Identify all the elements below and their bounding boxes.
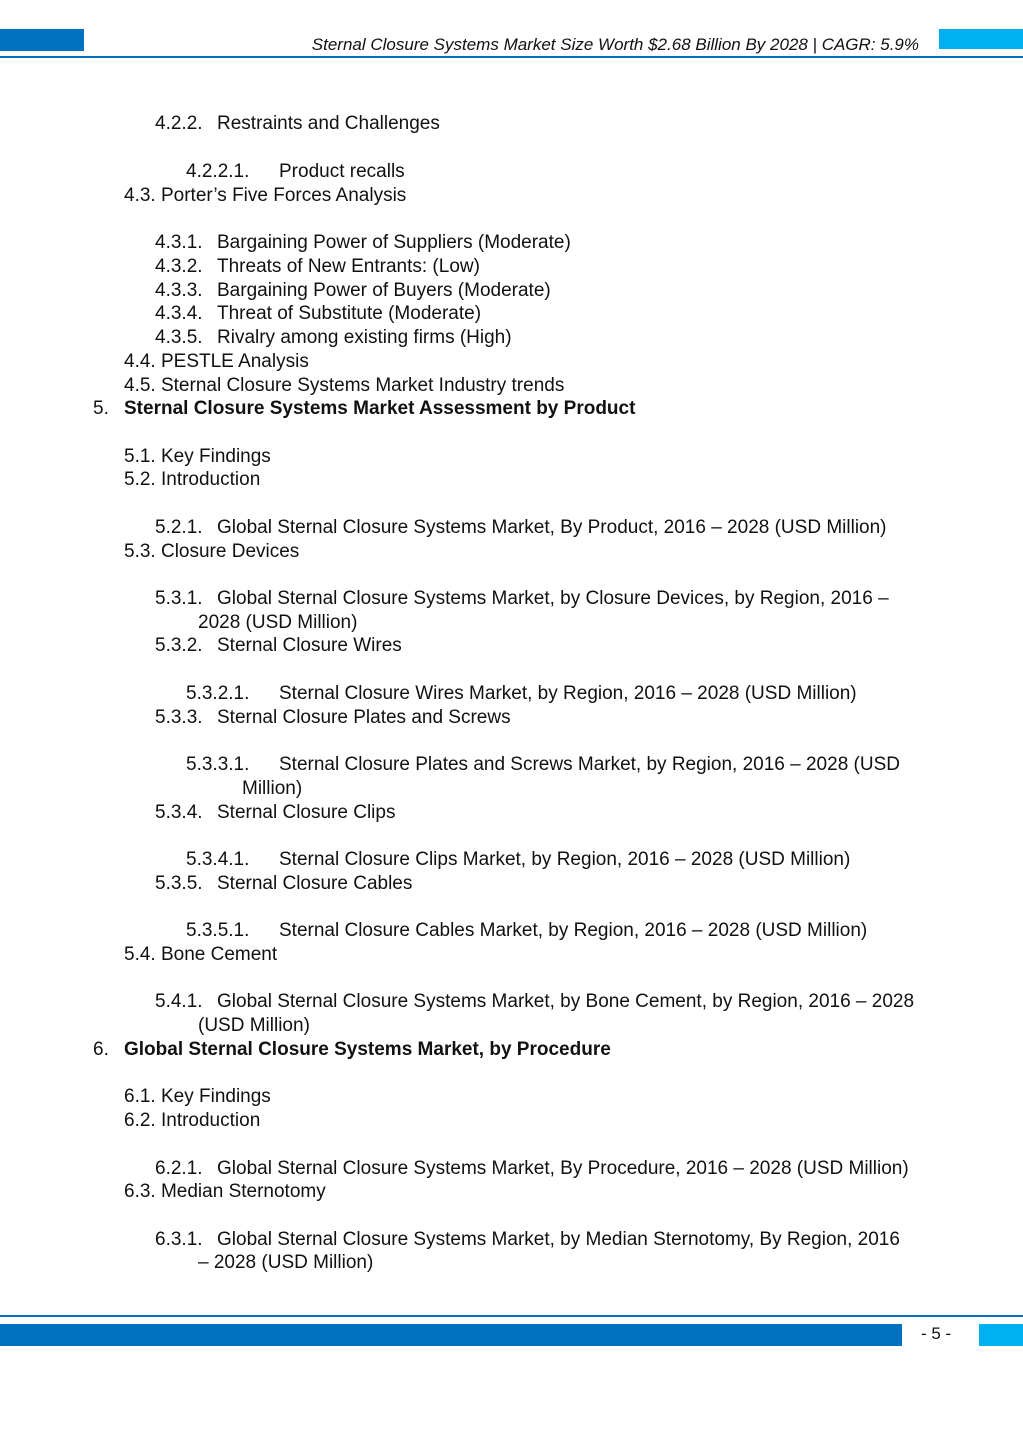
toc-entry: 5.3.4. Sternal Closure Clips xyxy=(155,802,396,823)
toc-entry: 4.3. Porter’s Five Forces Analysis xyxy=(124,185,407,206)
toc-entry-continuation: (USD Million) xyxy=(198,1015,310,1036)
toc-entry: 5.3.1. Global Sternal Closure Systems Market, by Closure Devices, by Region, 2016 – xyxy=(155,588,889,609)
toc-entry: 4.4. PESTLE Analysis xyxy=(124,351,309,372)
toc-entry: 5.3. Closure Devices xyxy=(124,541,300,562)
toc-entry: 5.3.5. Sternal Closure Cables xyxy=(155,873,413,894)
toc-entry: 6.3.1. Global Sternal Closure Systems Market, by Median Sternotomy, By Region, 2016 xyxy=(155,1229,900,1250)
toc-entry: 4.3.2. Threats of New Entrants: (Low) xyxy=(155,256,480,277)
header-title: Sternal Closure Systems Market Size Worth $2.68 Billion By 2028 | CAGR: 5.9% xyxy=(311,35,919,54)
toc-entry: 5.3.2. Sternal Closure Wires xyxy=(155,635,402,656)
header-rule xyxy=(0,56,1023,58)
footer-bar xyxy=(0,1324,902,1346)
toc-entry: 5.2.1. Global Sternal Closure Systems Market, By Product, 2016 – 2028 (USD Million) xyxy=(155,517,887,538)
toc-entry: 4.3.3. Bargaining Power of Buyers (Moderate) xyxy=(155,280,551,301)
toc-entry: 4.5. Sternal Closure Systems Market Industry trends xyxy=(124,375,565,396)
toc-entry: 5.4.1. Global Sternal Closure Systems Market, by Bone Cement, by Region, 2016 – 2028 xyxy=(155,991,915,1012)
toc-section-heading: 6. Global Sternal Closure Systems Market, by Procedure xyxy=(93,1039,611,1060)
toc-entry: 6.2. Introduction xyxy=(124,1110,261,1131)
toc-entry-continuation: – 2028 (USD Million) xyxy=(198,1252,374,1273)
header-block-right xyxy=(939,29,1023,49)
toc-entry: 5.4. Bone Cement xyxy=(124,944,278,965)
toc-entry: 6.1. Key Findings xyxy=(124,1086,271,1107)
toc-entry: 6.2.1. Global Sternal Closure Systems Market, By Procedure, 2016 – 2028 (USD Million) xyxy=(155,1158,909,1179)
toc-section-heading: 5. Sternal Closure Systems Market Assessment by Product xyxy=(93,398,636,419)
toc-entry: 5.3.2.1. Sternal Closure Wires Market, by Region, 2016 – 2028 (USD Million) xyxy=(186,683,857,704)
footer-rule xyxy=(0,1315,1023,1317)
toc-entry-continuation: 2028 (USD Million) xyxy=(198,612,358,633)
toc-entry: 5.1. Key Findings xyxy=(124,446,271,467)
toc-entry: 4.3.5. Rivalry among existing firms (High) xyxy=(155,327,512,348)
toc-entry: 4.2.2.1. Product recalls xyxy=(186,161,405,182)
toc-entry-continuation: Million) xyxy=(242,778,303,799)
toc-entry: 4.3.4. Threat of Substitute (Moderate) xyxy=(155,303,482,324)
toc-entry: 5.3.5.1. Sternal Closure Cables Market, by Region, 2016 – 2028 (USD Million) xyxy=(186,920,868,941)
toc-entry: 5.2. Introduction xyxy=(124,469,261,490)
header-block-left xyxy=(0,29,84,51)
toc-entry: 4.3.1. Bargaining Power of Suppliers (Moderate) xyxy=(155,232,571,253)
toc-entry: 5.3.3. Sternal Closure Plates and Screws xyxy=(155,707,511,728)
footer-page-number: - 5 - xyxy=(921,1324,952,1343)
toc-entry: 4.2.2. Restraints and Challenges xyxy=(155,113,440,134)
toc-entry: 5.3.4.1. Sternal Closure Clips Market, by Region, 2016 – 2028 (USD Million) xyxy=(186,849,851,870)
toc-entry: 6.3. Median Sternotomy xyxy=(124,1181,326,1202)
footer-block-right xyxy=(979,1324,1023,1346)
toc-entry: 5.3.3.1. Sternal Closure Plates and Screws Market, by Region, 2016 – 2028 (USD xyxy=(186,754,900,775)
